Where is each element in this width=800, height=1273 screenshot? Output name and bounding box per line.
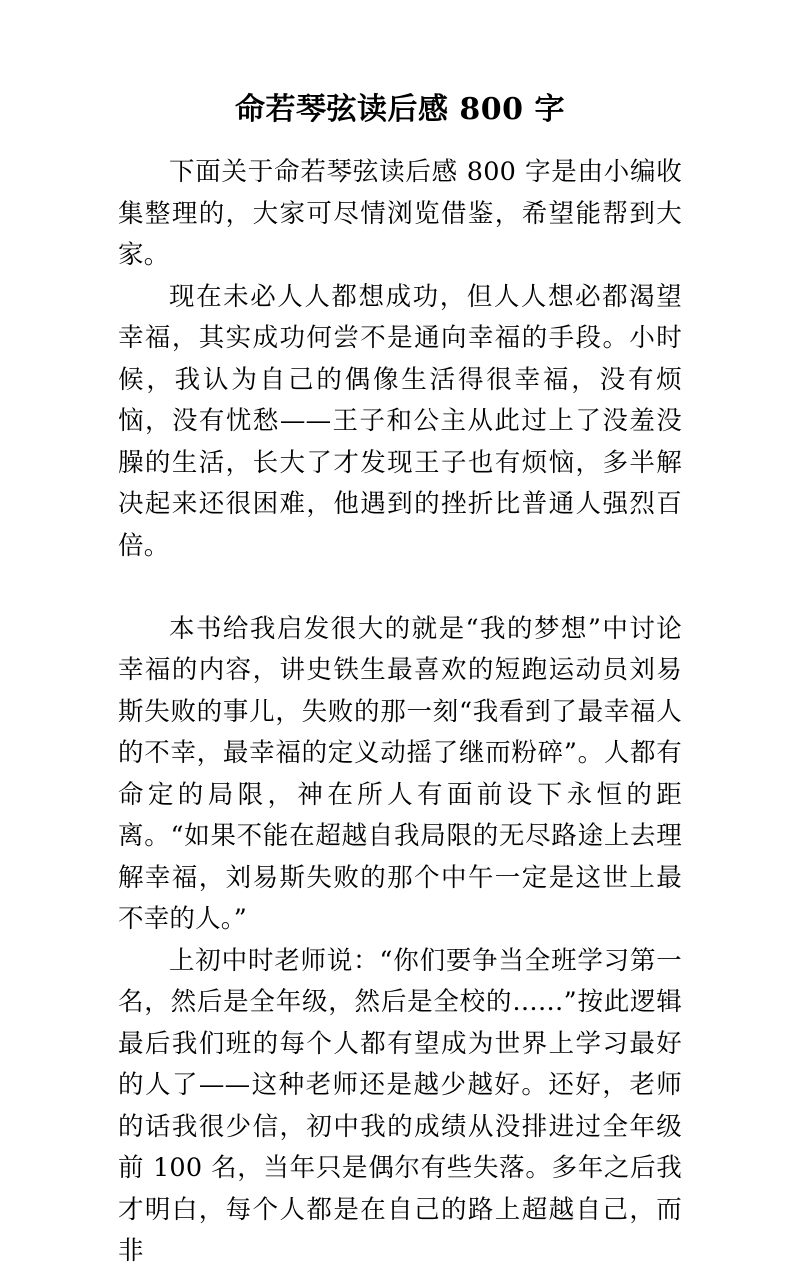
paragraph-happiness-and-success: 现在未必人人都想成功，但人人想必都渴望幸福，其实成功何尝不是通向幸福的手段。小时候，我认为自己的偶像生活得很幸福，没有烦恼，没有忧愁——王子和公主从此过上了没羞没臊的生活，长大了才发现王子也有烦恼，多半解决起来还很困难，他遇到的挫折比普通人强烈百倍。 <box>118 281 682 561</box>
paragraph-my-dream-chapter: 本书给我启发很大的就是“我的梦想”中讨论幸福的内容，讲史铁生最喜欢的短跑运动员刘易斯失败的事儿，失败的那一刻“我看到了最幸福人的不幸，最幸福的定义动摇了继而粉碎”。人都有命定的局限，神在所人有面前设下永恒的距离。“如果不能在超越自我局限的无尽路途上去理解幸福，刘易斯失败的那个中午一定是这世上最不幸的人。” <box>118 613 682 934</box>
paragraph-middle-school-teacher: 上初中时老师说：“你们要争当全班学习第一名，然后是全年级，然后是全校的……”按此逻辑最后我们班的每个人都有望成为世界上学习最好的人了——这种老师还是越少越好。还好，老师的话我很少信，初中我的成绩从没排进过全年级前 100 名，当年只是偶尔有些失落。多年之后我才明白，每个人都是在自己的路上超越自己，而非 <box>118 945 682 1266</box>
document-body <box>118 0 682 1273</box>
paragraph-intro: 下面关于命若琴弦读后感 800 字是由小编收集整理的，大家可尽情浏览借鉴，希望能帮到大家。 <box>118 157 682 270</box>
paragraph-list <box>118 152 682 1273</box>
page-title: 命若琴弦读后感 800 字 <box>234 92 565 127</box>
